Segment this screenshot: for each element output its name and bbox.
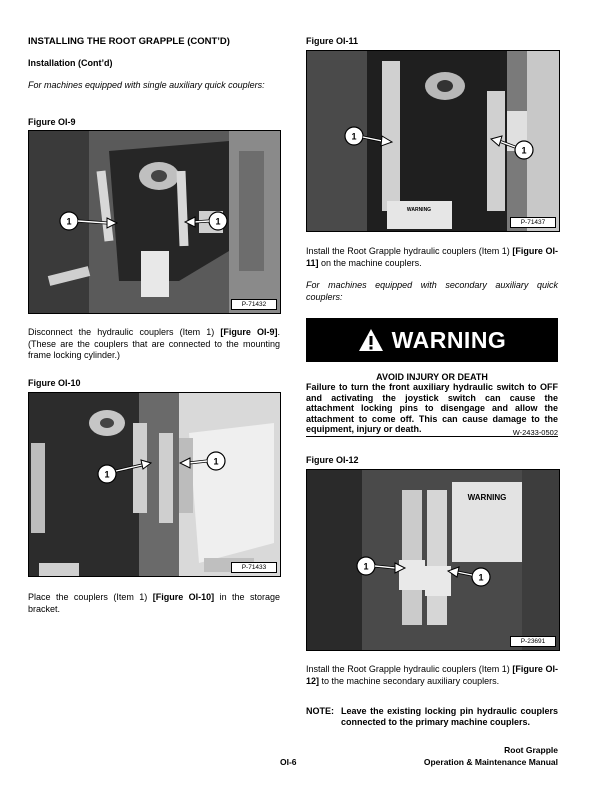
figure-oi-10-label: Figure OI-10 bbox=[28, 378, 81, 388]
footer-product: Root Grapple bbox=[504, 745, 558, 755]
figure-oi-10-photo bbox=[28, 392, 281, 577]
svg-text:WARNING: WARNING bbox=[406, 207, 432, 213]
note-block bbox=[306, 706, 558, 728]
note-text: Leave the existing locking pin hydraulic couplers connected to the primary machine couplers. bbox=[341, 706, 558, 727]
svg-text:1: 1 bbox=[351, 131, 357, 142]
svg-text:1: 1 bbox=[521, 145, 527, 156]
warning-code: W-2433-0502 bbox=[512, 428, 558, 437]
photo-code: P-71437 bbox=[510, 217, 556, 228]
paragraph-place-couplers: Place the couplers (Item 1) [Figure OI-10] in the storage bracket. bbox=[28, 592, 280, 614]
warning-text: Failure to turn the front auxiliary hydraulic switch to OFF and activating the joystick switch can cause the attachment locking pins to disengage and allow the attachment to come off. This can cause damage to the equipment, injury or death. bbox=[306, 382, 558, 434]
warning-word: WARNING bbox=[391, 326, 507, 353]
photo-code: P-71433 bbox=[231, 562, 277, 573]
svg-text:1: 1 bbox=[213, 456, 219, 467]
warning-heading: AVOID INJURY OR DEATH bbox=[376, 372, 488, 382]
photo-code: P-71432 bbox=[231, 299, 277, 310]
footer-manual: Operation & Maintenance Manual bbox=[423, 757, 558, 767]
photo-code: P-23691 bbox=[510, 636, 556, 647]
figure-oi-12-photo bbox=[306, 469, 560, 651]
page-number: OI-6 bbox=[280, 757, 297, 767]
paragraph-disconnect: Disconnect the hydraulic couplers (Item 1) [Figure OI-9]. (These are the couplers that are connected to the mounting frame locking cylinder.) bbox=[28, 327, 281, 360]
warning-banner bbox=[306, 318, 558, 362]
svg-text:1: 1 bbox=[363, 561, 369, 572]
note-label: NOTE: bbox=[306, 706, 334, 716]
warning-triangle-icon bbox=[358, 328, 384, 352]
figure-oi-9-photo bbox=[28, 130, 281, 314]
intro-single-aux: For machines equipped with single auxiliary quick couplers: bbox=[28, 80, 265, 90]
figure-oi-12-label: Figure OI-12 bbox=[306, 455, 359, 465]
paragraph-install-secondary: Install the Root Grapple hydraulic couplers (Item 1) [Figure OI-12] to the machine secondary auxiliary couplers. bbox=[306, 664, 559, 686]
intro-secondary-aux: For machines equipped with secondary auxiliary quick couplers: bbox=[306, 280, 558, 302]
section-title: INSTALLING THE ROOT GRAPPLE (CONT’D) bbox=[28, 36, 230, 47]
subsection-title: Installation (Cont’d) bbox=[28, 58, 113, 68]
paragraph-install-single: Install the Root Grapple hydraulic couplers (Item 1) [Figure OI-11] on the machine couplers. bbox=[306, 246, 559, 268]
figure-oi-11-photo bbox=[306, 50, 560, 232]
figure-oi-11-label: Figure OI-11 bbox=[306, 36, 359, 46]
svg-text:1: 1 bbox=[66, 216, 72, 227]
svg-text:1: 1 bbox=[478, 572, 484, 583]
svg-text:1: 1 bbox=[215, 216, 221, 227]
figure-oi-9-label: Figure OI-9 bbox=[28, 117, 76, 127]
svg-text:WARNING: WARNING bbox=[467, 493, 507, 502]
svg-text:1: 1 bbox=[104, 469, 110, 480]
